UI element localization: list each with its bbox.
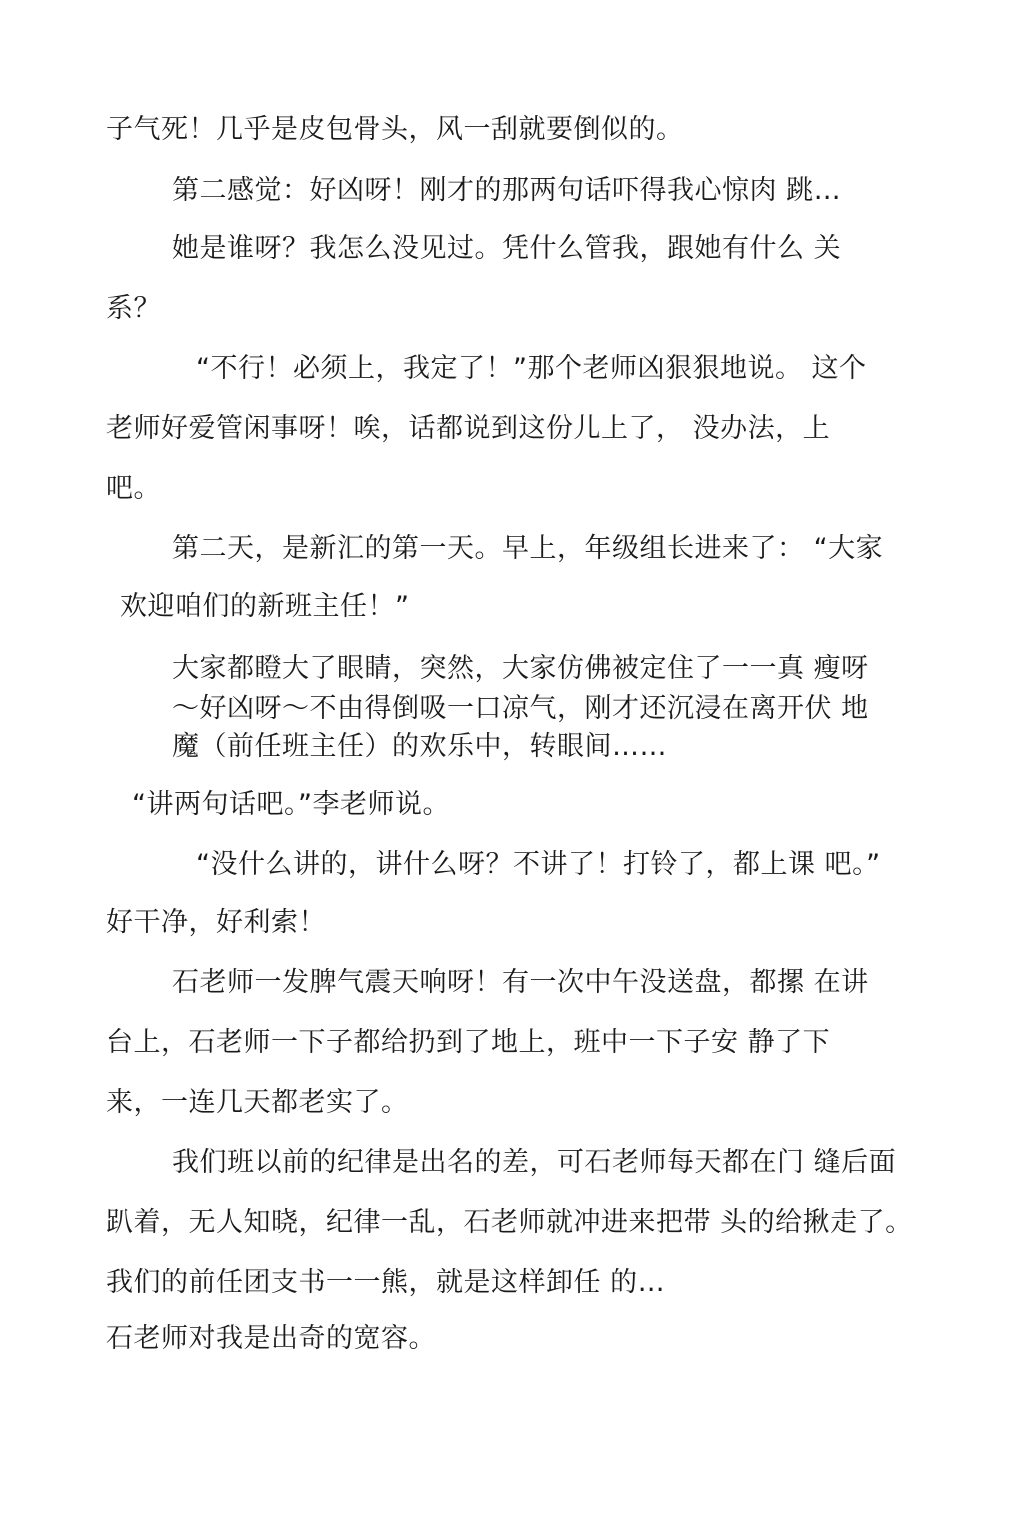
text-line: 我们班以前的纪律是出名的差，可石老师每天都在门 缝后面: [172, 1147, 897, 1178]
text-line: 石老师一发脾气震天响呀！有一次中午没送盘，都摞 在讲: [172, 967, 869, 998]
text-line: “不行！必须上，我定了！”那个老师凶狠狠地说。 这个: [196, 353, 867, 384]
text-line: 欢迎咱们的新班主任！”: [120, 591, 410, 622]
text-line: ～好凶呀～不由得倒吸一口凉气，刚才还沉浸在离开伏 地: [172, 693, 869, 724]
text-line: 我们的前任团支书一一熊，就是这样卸任 的…: [106, 1267, 666, 1298]
text-line: 台上，石老师一下子都给扔到了地上，班中一下子安 静了下: [106, 1027, 831, 1058]
text-line: 吧。: [106, 473, 161, 504]
text-line: 系？: [106, 293, 161, 324]
text-line: 她是谁呀？我怎么没见过。凭什么管我，跟她有什么 关: [172, 233, 842, 264]
text-line: 好干净，好利索！: [106, 907, 326, 938]
text-line: 趴着，无人知晓，纪律一乱，石老师就冲进来把带 头的给揪走了。: [106, 1207, 913, 1238]
text-line: 老师好爱管闲事呀！唉，话都说到这份儿上了， 没办法，上: [106, 413, 831, 444]
text-line: “讲两句话吧。”李老师说。: [132, 789, 450, 820]
text-line: 大家都瞪大了眼睛，突然，大家仿佛被定住了一一真 瘦呀: [172, 653, 869, 684]
text-line: 石老师对我是出奇的宽容。: [106, 1323, 436, 1354]
text-line: 魔（前任班主任）的欢乐中，转眼间……: [172, 731, 667, 762]
text-line: “没什么讲的，讲什么呀？不讲了！打铃了，都上课 吧。”: [196, 849, 881, 880]
text-line: 第二感觉：好凶呀！刚才的那两句话吓得我心惊肉 跳…: [172, 175, 842, 206]
text-line: 子气死！几乎是皮包骨头，风一刮就要倒似的。: [106, 114, 684, 145]
text-line: 第二天，是新汇的第一天。早上，年级组长进来了： “大家: [172, 533, 884, 564]
text-line: 来，一连几天都老实了。: [106, 1087, 409, 1118]
